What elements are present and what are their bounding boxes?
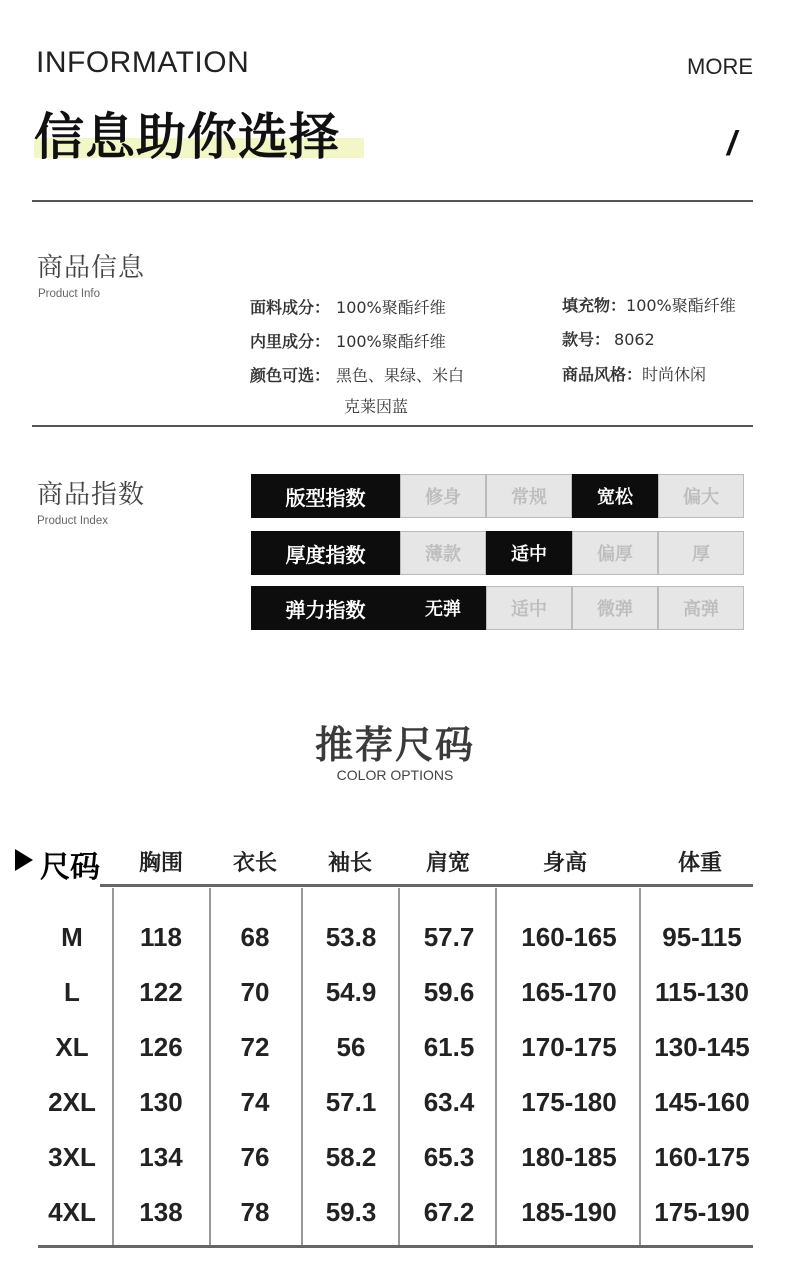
table-cell: 170-175 — [521, 1032, 617, 1062]
table-column-line — [112, 888, 114, 1246]
info-style-value: 时尚休闲 — [642, 365, 707, 384]
triangle-arrow-icon — [15, 849, 33, 871]
table-cell: 58.2 — [325, 1142, 377, 1172]
divider — [32, 425, 753, 427]
table-header-length: 衣长 — [232, 851, 277, 876]
table-cell: 134 — [139, 1142, 183, 1172]
divider — [32, 200, 753, 202]
info-lining-value: 100%聚酯纤维 — [336, 332, 446, 351]
index-option-selected: 无弹 — [400, 586, 486, 630]
info-style-no — [562, 327, 655, 350]
table-cell: 76 — [240, 1142, 270, 1172]
table-cell: 160-165 — [521, 922, 617, 952]
index-option: 高弹 — [658, 586, 744, 630]
table-cell: 68 — [240, 922, 270, 952]
index-row-label: 弹力指数 — [251, 586, 400, 630]
table-cell: 74 — [240, 1087, 270, 1117]
table-header-rule — [100, 884, 753, 887]
info-colors-key: 颜色可选： — [250, 366, 331, 385]
size-cell: M — [61, 922, 83, 952]
more-link[interactable]: MORE — [687, 54, 753, 79]
table-cell: 175-190 — [654, 1197, 750, 1227]
recommend-subtitle: COLOR OPTIONS — [336, 767, 454, 783]
table-cell: 130 — [139, 1087, 183, 1117]
table-cell: 61.5 — [423, 1032, 475, 1062]
table-column-line — [301, 888, 303, 1246]
table-cell: 63.4 — [423, 1087, 475, 1117]
product-index-subtitle: Product Index — [37, 515, 108, 527]
index-row-thickness — [251, 531, 745, 575]
table-header-shoulder: 肩宽 — [425, 851, 470, 876]
info-lining-key: 内里成分： — [250, 332, 331, 351]
table-cell: 175-180 — [521, 1087, 617, 1117]
index-row-elasticity — [251, 586, 745, 630]
table-cell: 59.6 — [423, 977, 475, 1007]
page-title: 信息助你选择 — [34, 108, 340, 166]
table-cell: 78 — [240, 1197, 270, 1227]
section-label-information: INFORMATION — [36, 46, 250, 79]
index-row-fit — [251, 474, 745, 518]
table-cell: 180-185 — [521, 1142, 617, 1172]
table-cell: 57.7 — [423, 922, 475, 952]
product-info-subtitle: Product Info — [38, 288, 101, 300]
index-option: 微弹 — [572, 586, 658, 630]
table-cell: 115-130 — [655, 977, 749, 1007]
table-header-weight: 体重 — [677, 851, 722, 876]
table-header-sleeve: 袖长 — [327, 851, 372, 876]
table-cell: 118 — [140, 922, 182, 952]
table-cell: 185-190 — [521, 1197, 617, 1227]
table-cell: 70 — [240, 977, 270, 1007]
table-cell: 57.1 — [325, 1087, 377, 1117]
product-index-title: 商品指数 — [37, 480, 146, 510]
table-header-chest: 胸围 — [138, 851, 183, 876]
table-cell: 145-160 — [654, 1087, 750, 1117]
table-cell: 122 — [139, 977, 183, 1007]
index-option: 薄款 — [400, 531, 486, 575]
index-option-selected: 适中 — [486, 531, 572, 575]
info-lining — [250, 329, 446, 352]
index-option: 厚 — [658, 531, 744, 575]
info-fabric-key: 面料成分： — [250, 298, 331, 317]
table-column-line — [639, 888, 641, 1246]
index-option: 适中 — [486, 586, 572, 630]
table-cell: 72 — [240, 1032, 270, 1062]
size-cell: 2XL — [48, 1087, 96, 1117]
recommend-title: 推荐尺码 — [314, 723, 475, 767]
info-colors-value-line2: 克莱因蓝 — [344, 397, 409, 416]
info-filling-key: 填充物： — [562, 296, 627, 315]
info-fabric-value: 100%聚酯纤维 — [336, 298, 446, 317]
info-filling-value: 100%聚酯纤维 — [626, 296, 736, 315]
index-option: 常规 — [486, 474, 572, 518]
table-column-line — [398, 888, 400, 1246]
table-cell: 65.3 — [423, 1142, 475, 1172]
table-cell: 160-175 — [654, 1142, 750, 1172]
size-cell: 3XL — [48, 1142, 96, 1172]
index-option: 修身 — [400, 474, 486, 518]
size-cell: XL — [55, 1032, 89, 1062]
table-cell: 54.9 — [325, 977, 377, 1007]
index-row-label: 版型指数 — [251, 474, 400, 518]
info-colors-value: 黑色、果绿、米白 — [336, 366, 465, 385]
info-style-no-key: 款号： — [562, 330, 611, 349]
info-colors — [250, 363, 464, 386]
index-option-selected: 宽松 — [572, 474, 658, 518]
info-filling — [562, 293, 736, 316]
table-cell: 56 — [336, 1032, 366, 1062]
size-cell: 4XL — [48, 1197, 96, 1227]
info-style-no-value: 8062 — [614, 330, 655, 349]
slash-mark: / — [727, 125, 737, 163]
table-cell: 138 — [139, 1197, 183, 1227]
product-info-title: 商品信息 — [37, 253, 146, 283]
table-cell: 95-115 — [662, 922, 742, 952]
table-cell: 165-170 — [521, 977, 617, 1007]
table-cell: 130-145 — [654, 1032, 750, 1062]
table-header-size: 尺码 — [40, 850, 100, 885]
table-cell: 126 — [139, 1032, 183, 1062]
info-style-key: 商品风格： — [562, 365, 643, 384]
index-row-label: 厚度指数 — [251, 531, 400, 575]
table-cell: 59.3 — [325, 1197, 377, 1227]
table-column-line — [495, 888, 497, 1246]
table-bottom-rule — [38, 1245, 753, 1248]
index-option: 偏大 — [658, 474, 744, 518]
index-option: 偏厚 — [572, 531, 658, 575]
table-cell: 53.8 — [325, 922, 377, 952]
table-cell: 67.2 — [423, 1197, 475, 1227]
info-style — [562, 362, 706, 385]
info-fabric — [250, 295, 446, 318]
table-header-height: 身高 — [542, 851, 587, 876]
size-cell: L — [64, 977, 80, 1007]
